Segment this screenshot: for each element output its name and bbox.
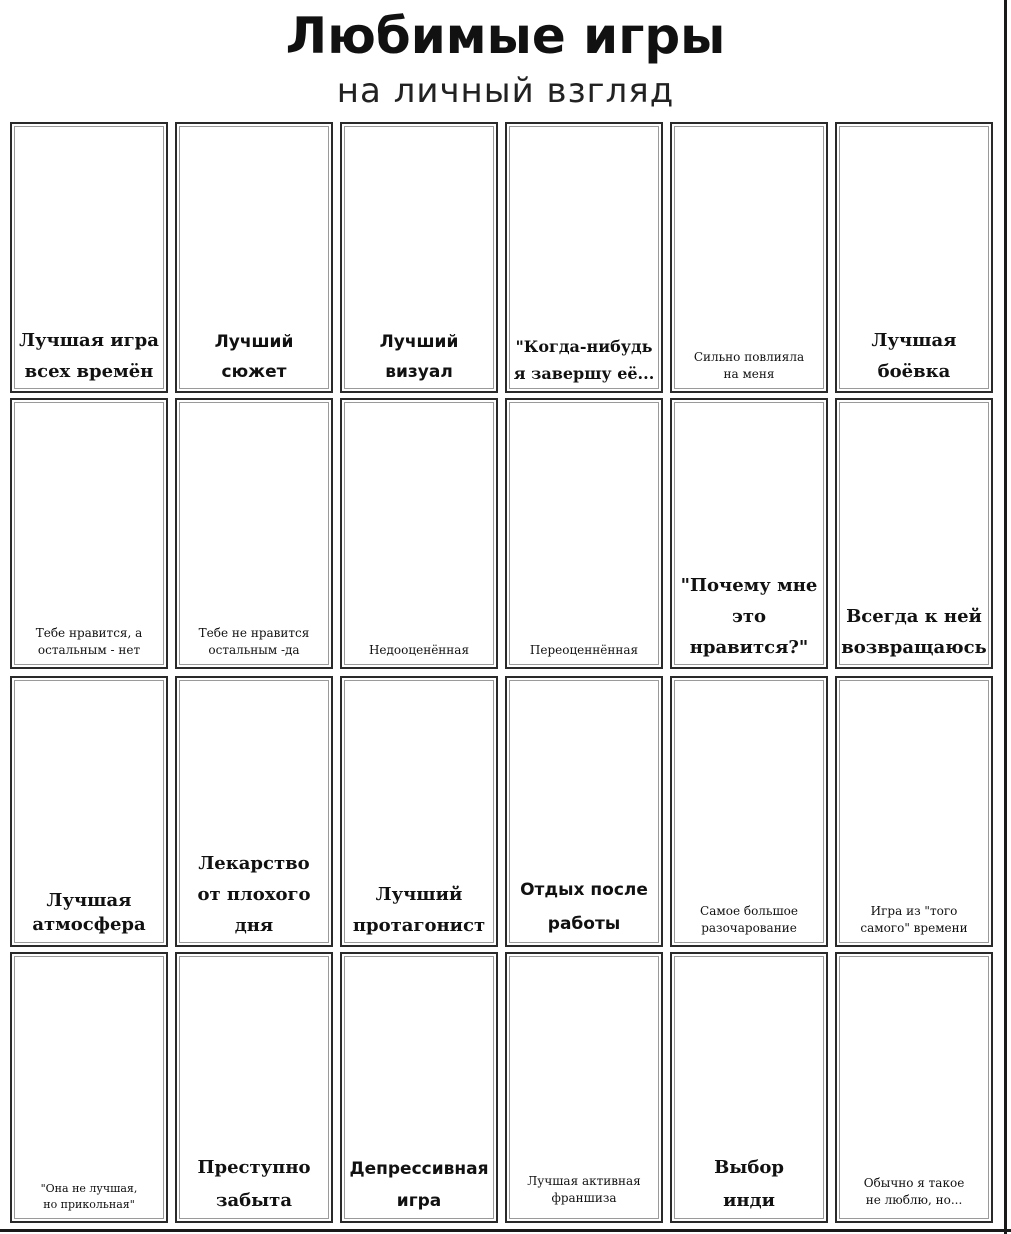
grid-cell[interactable] bbox=[505, 676, 663, 947]
cell-label: "Она не лучшая, но прикольная" bbox=[40, 1182, 138, 1211]
grid-cell[interactable] bbox=[340, 122, 498, 393]
grid-cell[interactable] bbox=[175, 122, 333, 393]
cell-label: Недооценённая bbox=[368, 643, 470, 657]
cell-label: Отдых после работы bbox=[520, 880, 648, 934]
cell-label: Преступно забыта bbox=[197, 1157, 311, 1211]
grid-cell[interactable] bbox=[175, 952, 333, 1223]
grid-cell[interactable] bbox=[175, 398, 333, 669]
grid-cell[interactable] bbox=[505, 398, 663, 669]
cell-label: "Когда-нибудь я завершу её... bbox=[513, 337, 655, 383]
cell-label: Переоценнённая bbox=[529, 643, 639, 657]
grid-cell[interactable] bbox=[10, 676, 168, 947]
grid-cell[interactable] bbox=[670, 398, 828, 669]
cell-label: Всегда к ней возвращаюсь bbox=[841, 606, 987, 658]
grid-cell[interactable] bbox=[175, 676, 333, 947]
grid-cell[interactable] bbox=[10, 122, 168, 393]
grid-cell[interactable] bbox=[835, 952, 993, 1223]
grid-cell[interactable] bbox=[835, 398, 993, 669]
grid-cell[interactable] bbox=[340, 398, 498, 669]
grid-cell[interactable] bbox=[835, 122, 993, 393]
cell-label: Лучший сюжет bbox=[214, 332, 294, 382]
page-title: Любимые игры bbox=[285, 7, 726, 65]
grid-cell[interactable] bbox=[10, 952, 168, 1223]
cell-label: Депрессивная игра bbox=[349, 1159, 489, 1211]
cell-label: Лекарство от плохого дня bbox=[197, 853, 311, 936]
cell-label: Лучший протагонист bbox=[352, 884, 486, 936]
cell-label: Сильно повлияла на меня bbox=[693, 350, 805, 381]
cell-label: "Почему мне это нравится?" bbox=[680, 575, 818, 658]
cell-label: Обычно я такое не люблю, но... bbox=[863, 1176, 965, 1207]
grid-cell[interactable] bbox=[505, 122, 663, 393]
frame-border-bottom bbox=[0, 1229, 1011, 1232]
cell-label: Лучшая атмосфера bbox=[32, 890, 146, 935]
grid-cell[interactable] bbox=[670, 676, 828, 947]
frame-border-right bbox=[1004, 0, 1007, 1234]
cell-label: Тебе нравится, а остальным - нет bbox=[35, 626, 143, 657]
page-subtitle: на личный взгляд bbox=[336, 71, 675, 111]
cell-label: Лучшая боёвка bbox=[871, 330, 957, 382]
grid-cell[interactable] bbox=[670, 952, 828, 1223]
cell-label: Лучшая игра всех времён bbox=[19, 330, 159, 382]
grid-cell[interactable] bbox=[505, 952, 663, 1223]
cell-label: Выбор инди bbox=[714, 1157, 784, 1211]
cell-label: Лучший визуал bbox=[379, 332, 459, 382]
cell-label: Лучшая активная франшиза bbox=[527, 1174, 641, 1205]
grid-cell[interactable] bbox=[10, 398, 168, 669]
grid-cell[interactable] bbox=[835, 676, 993, 947]
grid-cell[interactable] bbox=[340, 952, 498, 1223]
cell-label: Самое большое разочарование bbox=[700, 904, 798, 935]
cell-label: Тебе не нравится остальным -да bbox=[198, 626, 310, 657]
grid-cell[interactable] bbox=[340, 676, 498, 947]
grid-cell[interactable] bbox=[670, 122, 828, 393]
cell-label: Игра из "того самого" времени bbox=[860, 904, 968, 935]
